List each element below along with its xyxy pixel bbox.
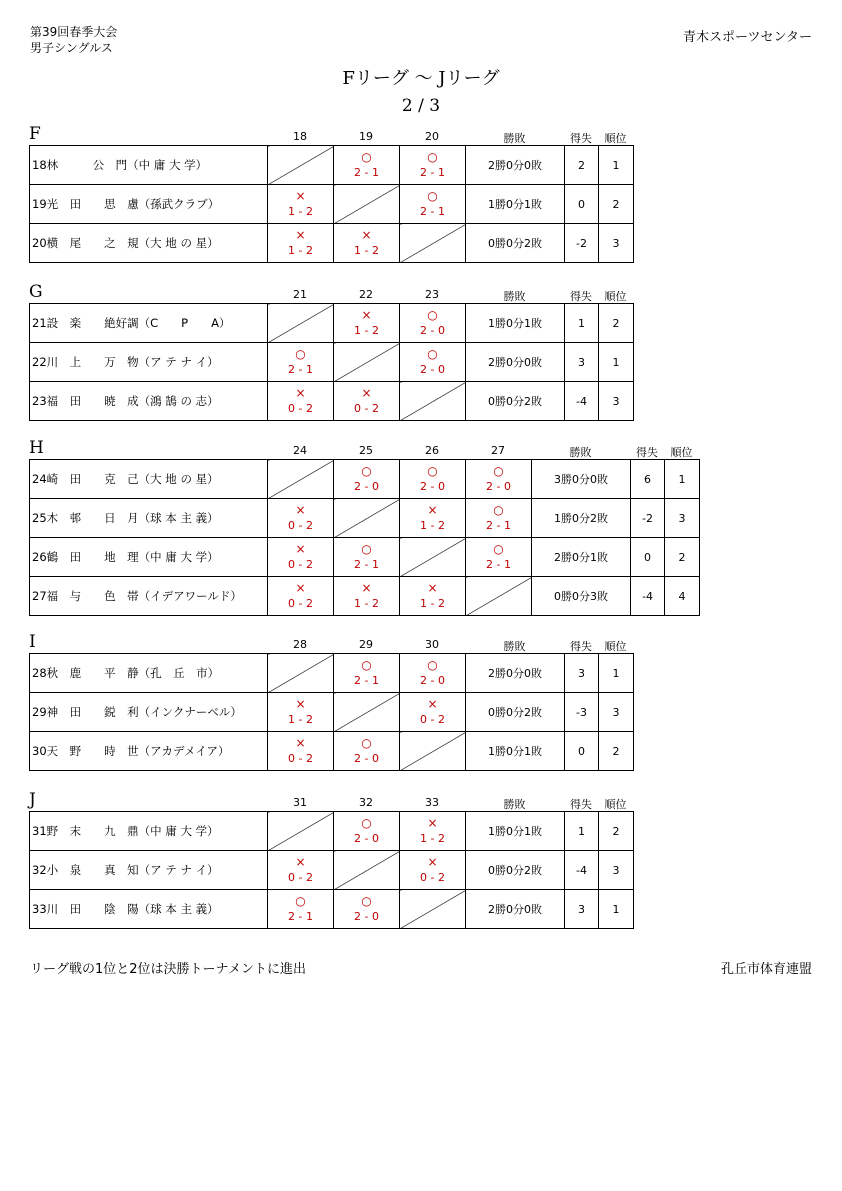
- match-result: [334, 460, 400, 499]
- table-row: [30, 851, 634, 890]
- win-mark: ○: [493, 464, 504, 478]
- column-rank: 順位: [604, 798, 627, 811]
- match-result: [268, 851, 334, 890]
- record: 3勝0分0敗: [532, 460, 631, 499]
- match-score: 2 - 0: [354, 910, 379, 923]
- record: 1勝0分1敗: [466, 732, 565, 771]
- match-result: [268, 382, 334, 421]
- event-title: 第39回春季大会: [30, 25, 118, 39]
- loss-mark: ×: [427, 697, 438, 711]
- column-rank: 順位: [604, 132, 627, 145]
- match-score: 2 - 0: [420, 674, 445, 687]
- column-record: 勝敗: [503, 132, 526, 145]
- match-score: 2 - 0: [354, 480, 379, 493]
- self-match-cell: [400, 538, 466, 577]
- points: 3: [565, 343, 599, 382]
- points: 2: [565, 146, 599, 185]
- loss-mark: ×: [361, 228, 372, 242]
- match-score: 1 - 2: [420, 832, 445, 845]
- match-score: 2 - 1: [486, 558, 511, 571]
- match-result: [268, 185, 334, 224]
- loss-mark: ×: [361, 581, 372, 595]
- loss-mark: ×: [427, 855, 438, 869]
- win-mark: ○: [427, 658, 438, 672]
- loss-mark: ×: [361, 386, 372, 400]
- column-rank: 順位: [604, 290, 627, 303]
- record: 0勝0分2敗: [466, 224, 565, 263]
- table-row: [30, 499, 700, 538]
- column-points: 得失: [570, 132, 592, 145]
- record: 0勝0分2敗: [466, 693, 565, 732]
- match-result: [400, 577, 466, 616]
- match-score: 1 - 2: [288, 205, 313, 218]
- match-result: [268, 693, 334, 732]
- column-number: 27: [491, 444, 505, 457]
- match-score: 1 - 2: [420, 597, 445, 610]
- match-result: [268, 577, 334, 616]
- win-mark: ○: [493, 542, 504, 556]
- self-match-cell: [400, 224, 466, 263]
- column-record: 勝敗: [503, 798, 526, 811]
- match-result: [400, 146, 466, 185]
- column-number: 29: [359, 638, 373, 651]
- loss-mark: ×: [427, 581, 438, 595]
- points: -2: [631, 499, 665, 538]
- player-name: 24崎 田 克 己（大 地 の 星）: [30, 460, 268, 499]
- column-number: 18: [293, 130, 307, 143]
- match-score: 0 - 2: [354, 402, 379, 415]
- match-score: 2 - 1: [354, 674, 379, 687]
- match-score: 0 - 2: [288, 558, 313, 571]
- match-result: [334, 732, 400, 771]
- column-record: 勝敗: [503, 290, 526, 303]
- record: 2勝0分0敗: [466, 654, 565, 693]
- player-name: 22川 上 万 物（ア テ ナ イ）: [30, 343, 268, 382]
- match-score: 2 - 0: [354, 752, 379, 765]
- match-score: 2 - 0: [354, 832, 379, 845]
- column-number: 30: [425, 638, 439, 651]
- record: 2勝0分0敗: [466, 343, 565, 382]
- loss-mark: ×: [295, 736, 306, 750]
- match-result: [334, 304, 400, 343]
- self-match-cell: [334, 185, 400, 224]
- loss-mark: ×: [295, 581, 306, 595]
- match-result: [334, 538, 400, 577]
- win-mark: ○: [361, 464, 372, 478]
- points: 3: [565, 890, 599, 929]
- loss-mark: ×: [295, 542, 306, 556]
- table-row: [30, 382, 634, 421]
- footer-note: リーグ戦の1位と2位は決勝トーナメントに進出: [30, 962, 307, 977]
- table-row: [30, 304, 634, 343]
- table-row: [30, 654, 634, 693]
- match-result: [334, 890, 400, 929]
- table-row: [30, 224, 634, 263]
- column-number: 31: [293, 796, 307, 809]
- record: 0勝0分2敗: [466, 851, 565, 890]
- match-score: 2 - 1: [354, 558, 379, 571]
- rank: 1: [599, 890, 634, 929]
- match-score: 2 - 0: [420, 363, 445, 376]
- table-row: [30, 693, 634, 732]
- player-name: 33川 田 陰 陽（球 本 主 義）: [30, 890, 268, 929]
- win-mark: ○: [361, 542, 372, 556]
- page-number: 2 / 3: [401, 96, 441, 116]
- player-name: 19光 田 思 慮（孫武クラブ）: [30, 185, 268, 224]
- loss-mark: ×: [361, 308, 372, 322]
- match-result: [268, 224, 334, 263]
- match-score: 1 - 2: [288, 244, 313, 257]
- column-number: 24: [293, 444, 307, 457]
- column-number: 28: [293, 638, 307, 651]
- win-mark: ○: [427, 308, 438, 322]
- player-name: 21設 楽 絶好調（C P A）: [30, 304, 268, 343]
- win-mark: ○: [427, 347, 438, 361]
- self-match-cell: [334, 851, 400, 890]
- loss-mark: ×: [427, 816, 438, 830]
- rank: 3: [599, 851, 634, 890]
- match-score: 2 - 1: [486, 519, 511, 532]
- column-number: 25: [359, 444, 373, 457]
- record: 1勝0分1敗: [466, 185, 565, 224]
- points: 0: [565, 732, 599, 771]
- rank: 3: [599, 382, 634, 421]
- win-mark: ○: [295, 894, 306, 908]
- match-result: [268, 732, 334, 771]
- points: 0: [565, 185, 599, 224]
- column-number: 33: [425, 796, 439, 809]
- record: 1勝0分2敗: [532, 499, 631, 538]
- column-number: 23: [425, 288, 439, 301]
- player-name: 30天 野 時 世（アカデメイア）: [30, 732, 268, 771]
- league-table: [29, 653, 634, 771]
- rank: 1: [599, 343, 634, 382]
- loss-mark: ×: [295, 189, 306, 203]
- table-row: [30, 890, 634, 929]
- match-result: [334, 382, 400, 421]
- page-title: Fリーグ ～ Jリーグ: [342, 68, 500, 89]
- match-result: [268, 343, 334, 382]
- player-name: 31野 末 九 鼎（中 庸 大 学）: [30, 812, 268, 851]
- column-points: 得失: [570, 290, 592, 303]
- points: -4: [565, 382, 599, 421]
- column-points: 得失: [636, 446, 658, 459]
- match-result: [334, 812, 400, 851]
- event-info: [30, 24, 117, 56]
- loss-mark: ×: [295, 386, 306, 400]
- column-points: 得失: [570, 798, 592, 811]
- loss-mark: ×: [427, 503, 438, 517]
- column-number: 22: [359, 288, 373, 301]
- match-score: 0 - 2: [288, 871, 313, 884]
- match-score: 2 - 0: [420, 324, 445, 337]
- self-match-cell: [334, 499, 400, 538]
- match-result: [466, 499, 532, 538]
- match-result: [400, 812, 466, 851]
- win-mark: ○: [361, 816, 372, 830]
- match-score: 0 - 2: [420, 713, 445, 726]
- column-number: 19: [359, 130, 373, 143]
- match-score: 2 - 1: [420, 205, 445, 218]
- league-table: [29, 811, 634, 929]
- league-letter: F: [29, 124, 41, 144]
- player-name: 18林 公 門（中 庸 大 学）: [30, 146, 268, 185]
- match-result: [400, 654, 466, 693]
- win-mark: ○: [361, 658, 372, 672]
- loss-mark: ×: [295, 697, 306, 711]
- match-result: [400, 185, 466, 224]
- record: 2勝0分0敗: [466, 890, 565, 929]
- win-mark: ○: [427, 189, 438, 203]
- rank: 1: [599, 654, 634, 693]
- win-mark: ○: [361, 736, 372, 750]
- rank: 1: [599, 146, 634, 185]
- self-match-cell: [268, 812, 334, 851]
- points: 1: [565, 812, 599, 851]
- record: 1勝0分1敗: [466, 304, 565, 343]
- league-table: [29, 459, 700, 616]
- match-score: 1 - 2: [354, 597, 379, 610]
- match-result: [334, 146, 400, 185]
- win-mark: ○: [493, 503, 504, 517]
- match-score: 1 - 2: [288, 713, 313, 726]
- self-match-cell: [466, 577, 532, 616]
- match-result: [400, 851, 466, 890]
- match-score: 1 - 2: [354, 324, 379, 337]
- table-row: [30, 343, 634, 382]
- match-score: 2 - 1: [288, 910, 313, 923]
- record: 0勝0分3敗: [532, 577, 631, 616]
- table-row: [30, 460, 700, 499]
- league-letter: I: [29, 632, 36, 652]
- points: -2: [565, 224, 599, 263]
- points: 0: [631, 538, 665, 577]
- self-match-cell: [268, 460, 334, 499]
- table-row: [30, 538, 700, 577]
- venue: 青木スポーツセンター: [683, 30, 812, 45]
- record: 2勝0分1敗: [532, 538, 631, 577]
- league-table: [29, 303, 634, 421]
- match-result: [400, 460, 466, 499]
- points: -4: [631, 577, 665, 616]
- league-letter: J: [29, 790, 36, 810]
- match-result: [268, 538, 334, 577]
- player-name: 23福 田 暁 成（鴻 鵠 の 志）: [30, 382, 268, 421]
- loss-mark: ×: [295, 228, 306, 242]
- match-score: 0 - 2: [288, 597, 313, 610]
- column-record: 勝敗: [503, 640, 526, 653]
- rank: 4: [665, 577, 700, 616]
- win-mark: ○: [427, 464, 438, 478]
- table-row: [30, 577, 700, 616]
- player-name: 25木 邨 日 月（球 本 主 義）: [30, 499, 268, 538]
- rank: 3: [599, 224, 634, 263]
- rank: 3: [665, 499, 700, 538]
- table-row: [30, 185, 634, 224]
- rank: 2: [599, 185, 634, 224]
- self-match-cell: [334, 693, 400, 732]
- column-rank: 順位: [604, 640, 627, 653]
- loss-mark: ×: [295, 503, 306, 517]
- match-score: 0 - 2: [288, 519, 313, 532]
- table-row: [30, 732, 634, 771]
- win-mark: ○: [295, 347, 306, 361]
- match-score: 1 - 2: [420, 519, 445, 532]
- event-category: 男子シングルス: [30, 41, 113, 55]
- player-name: 29神 田 鋭 利（インクナーベル）: [30, 693, 268, 732]
- match-result: [334, 654, 400, 693]
- record: 1勝0分1敗: [466, 812, 565, 851]
- match-score: 2 - 1: [354, 166, 379, 179]
- league-table: [29, 145, 634, 263]
- rank: 2: [599, 732, 634, 771]
- player-name: 28秋 鹿 平 静（孔 丘 市）: [30, 654, 268, 693]
- match-score: 2 - 0: [486, 480, 511, 493]
- win-mark: ○: [361, 894, 372, 908]
- self-match-cell: [400, 890, 466, 929]
- rank: 2: [665, 538, 700, 577]
- match-result: [466, 538, 532, 577]
- self-match-cell: [268, 304, 334, 343]
- league-letter: G: [29, 282, 43, 302]
- rank: 1: [665, 460, 700, 499]
- self-match-cell: [334, 343, 400, 382]
- table-row: [30, 146, 634, 185]
- match-result: [400, 693, 466, 732]
- match-score: 0 - 2: [288, 752, 313, 765]
- match-result: [268, 890, 334, 929]
- match-result: [400, 304, 466, 343]
- match-score: 2 - 0: [420, 480, 445, 493]
- match-result: [268, 499, 334, 538]
- points: 3: [565, 654, 599, 693]
- match-score: 1 - 2: [354, 244, 379, 257]
- organizer: 孔丘市体育連盟: [720, 962, 812, 977]
- player-name: 27福 与 色 帯（イデアワールド）: [30, 577, 268, 616]
- rank: 2: [599, 812, 634, 851]
- match-result: [334, 224, 400, 263]
- record: 0勝0分2敗: [466, 382, 565, 421]
- column-number: 21: [293, 288, 307, 301]
- player-name: 26鶴 田 地 理（中 庸 大 学）: [30, 538, 268, 577]
- points: -4: [565, 851, 599, 890]
- match-score: 2 - 1: [420, 166, 445, 179]
- rank: 3: [599, 693, 634, 732]
- win-mark: ○: [361, 150, 372, 164]
- self-match-cell: [268, 146, 334, 185]
- self-match-cell: [400, 732, 466, 771]
- record: 2勝0分0敗: [466, 146, 565, 185]
- points: 6: [631, 460, 665, 499]
- match-result: [466, 460, 532, 499]
- column-record: 勝敗: [569, 446, 592, 459]
- column-rank: 順位: [670, 446, 693, 459]
- match-score: 0 - 2: [420, 871, 445, 884]
- player-name: 20横 尾 之 規（大 地 の 星）: [30, 224, 268, 263]
- player-name: 32小 泉 真 知（ア テ ナ イ）: [30, 851, 268, 890]
- match-result: [400, 343, 466, 382]
- points: -3: [565, 693, 599, 732]
- self-match-cell: [268, 654, 334, 693]
- loss-mark: ×: [295, 855, 306, 869]
- column-points: 得失: [570, 640, 592, 653]
- column-number: 32: [359, 796, 373, 809]
- match-score: 2 - 1: [288, 363, 313, 376]
- points: 1: [565, 304, 599, 343]
- league-letter: H: [29, 438, 44, 458]
- column-number: 26: [425, 444, 439, 457]
- rank: 2: [599, 304, 634, 343]
- match-score: 0 - 2: [288, 402, 313, 415]
- match-result: [334, 577, 400, 616]
- win-mark: ○: [427, 150, 438, 164]
- table-row: [30, 812, 634, 851]
- self-match-cell: [400, 382, 466, 421]
- column-number: 20: [425, 130, 439, 143]
- match-result: [400, 499, 466, 538]
